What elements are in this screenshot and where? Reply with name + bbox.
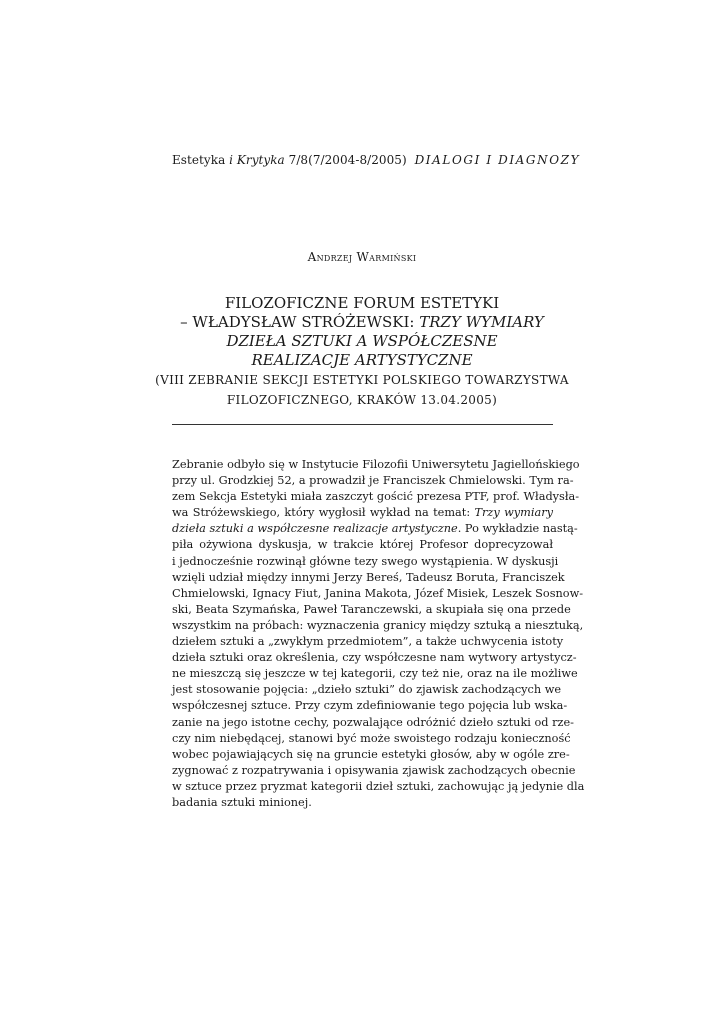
body-line: przy ul. Grodzkiej 52, a prowadził je Franciszek Chmielowski. Tym ra- xyxy=(172,474,574,488)
body-line: wzięli udział między innymi Jerzy Bereś, Tadeusz Boruta, Franciszek xyxy=(172,570,565,584)
body-line: czy nim niebędącej, stanowi być może swoistego rodzaju konieczność xyxy=(172,731,571,745)
article-title xyxy=(150,294,574,410)
lecture-title-italic: Trzy wymiary xyxy=(474,506,553,520)
body-line: w sztuce przez pryzmat kategorii dzieł sztuki, zachowując ją jedynie dla xyxy=(172,779,585,793)
body-line: Zebranie odbyło się w Instytucie Filozofii Uniwersytetu Jagiellońskiego xyxy=(172,458,580,471)
body-line: zem Sekcja Estetyki miała zaszczyt gościć prezesa PTF, prof. Władysła- xyxy=(172,490,580,504)
body-line: współczesnej sztuce. Przy czym zdefiniowanie tego pojęcia lub wska- xyxy=(172,699,568,713)
journal-issue: 7/8(7/2004-8/2005) xyxy=(284,153,407,167)
body-line-roman: wa Stróżewskiego, który wygłosił wykład na temat: xyxy=(172,506,475,520)
body-line: dziełem sztuki a „zwykłym przedmiotem”, a także uchwycenia istoty xyxy=(172,635,564,649)
body-line: ski, Beata Szymańska, Paweł Taranczewski, a skupiała się ona przede xyxy=(172,602,571,616)
section-name: DIALOGI I DIAGNOZY xyxy=(414,153,581,167)
body-line xyxy=(172,505,553,521)
title-line-3: DZIEŁA SZTUKI A WSPÓŁCZESNE xyxy=(226,332,498,350)
running-head xyxy=(172,153,581,167)
body-line: Chmielowski, Ignacy Fiut, Janina Makota, Józef Misiek, Leszek Sosnow- xyxy=(172,586,584,600)
title-line-4: REALIZACJE ARTYSTYCZNE xyxy=(251,351,473,369)
title-line-1: FILOZOFICZNE FORUM ESTETYKI xyxy=(224,294,500,312)
body-line: wobec pojawiających się na gruncie estetyki głosów, aby w ogóle zre- xyxy=(172,747,570,761)
body-line: badania sztuki minionej. xyxy=(172,795,312,809)
lecture-title-italic: dzieła sztuki a współczesne realizacje artystyczne xyxy=(172,522,458,536)
body-line: zanie na jego istotne cechy, pozwalające odróżnić dzieło sztuki od rze- xyxy=(172,715,574,729)
journal-name: Estetyka xyxy=(172,153,230,167)
title-line-2-roman: – WŁADYSŁAW STRÓŻEWSKI: xyxy=(180,313,420,331)
body-line: dzieła sztuki oraz określenia, czy współczesne nam wytwory artystycz- xyxy=(172,651,577,665)
body-line: jest stosowanie pojęcia: „dzieło sztuki” do zjawisk zachodzących we xyxy=(172,683,562,697)
body-line: piła ożywiona dyskusja, w trakcie której Profesor doprecyzował xyxy=(172,538,553,552)
author-name: Andrzej Warmiński xyxy=(307,250,417,264)
body-paragraph xyxy=(172,457,585,811)
title-line-2-italic: TRZY WYMIARY xyxy=(419,313,544,331)
title-line-2 xyxy=(150,313,574,332)
body-line: wszystkim na próbach: wyznaczenia granicy między sztuką a niesztuką, xyxy=(172,618,584,632)
body-line: ne mieszczą się jeszcze w tej kategorii, czy też nie, oraz na ile możliwe xyxy=(172,667,578,681)
body-line-roman: . Po wykładzie nastą- xyxy=(457,522,578,536)
body-line xyxy=(172,521,578,537)
journal-name-italic: i Krytyka xyxy=(229,153,285,167)
body-line: zygnować z rozpatrywania i opisywania zjawisk zachodzących obecnie xyxy=(172,763,576,777)
body-line: i jednocześnie rozwinął główne tezy swego wystąpienia. W dyskusji xyxy=(172,554,559,568)
title-divider xyxy=(172,424,553,425)
subtitle-line-1: (VIII ZEBRANIE SEKCJI ESTETYKI POLSKIEGO TOWARZYSTWA xyxy=(155,373,569,387)
subtitle-line-2: FILOZOFICZNEGO, KRAKÓW 13.04.2005) xyxy=(226,393,498,407)
